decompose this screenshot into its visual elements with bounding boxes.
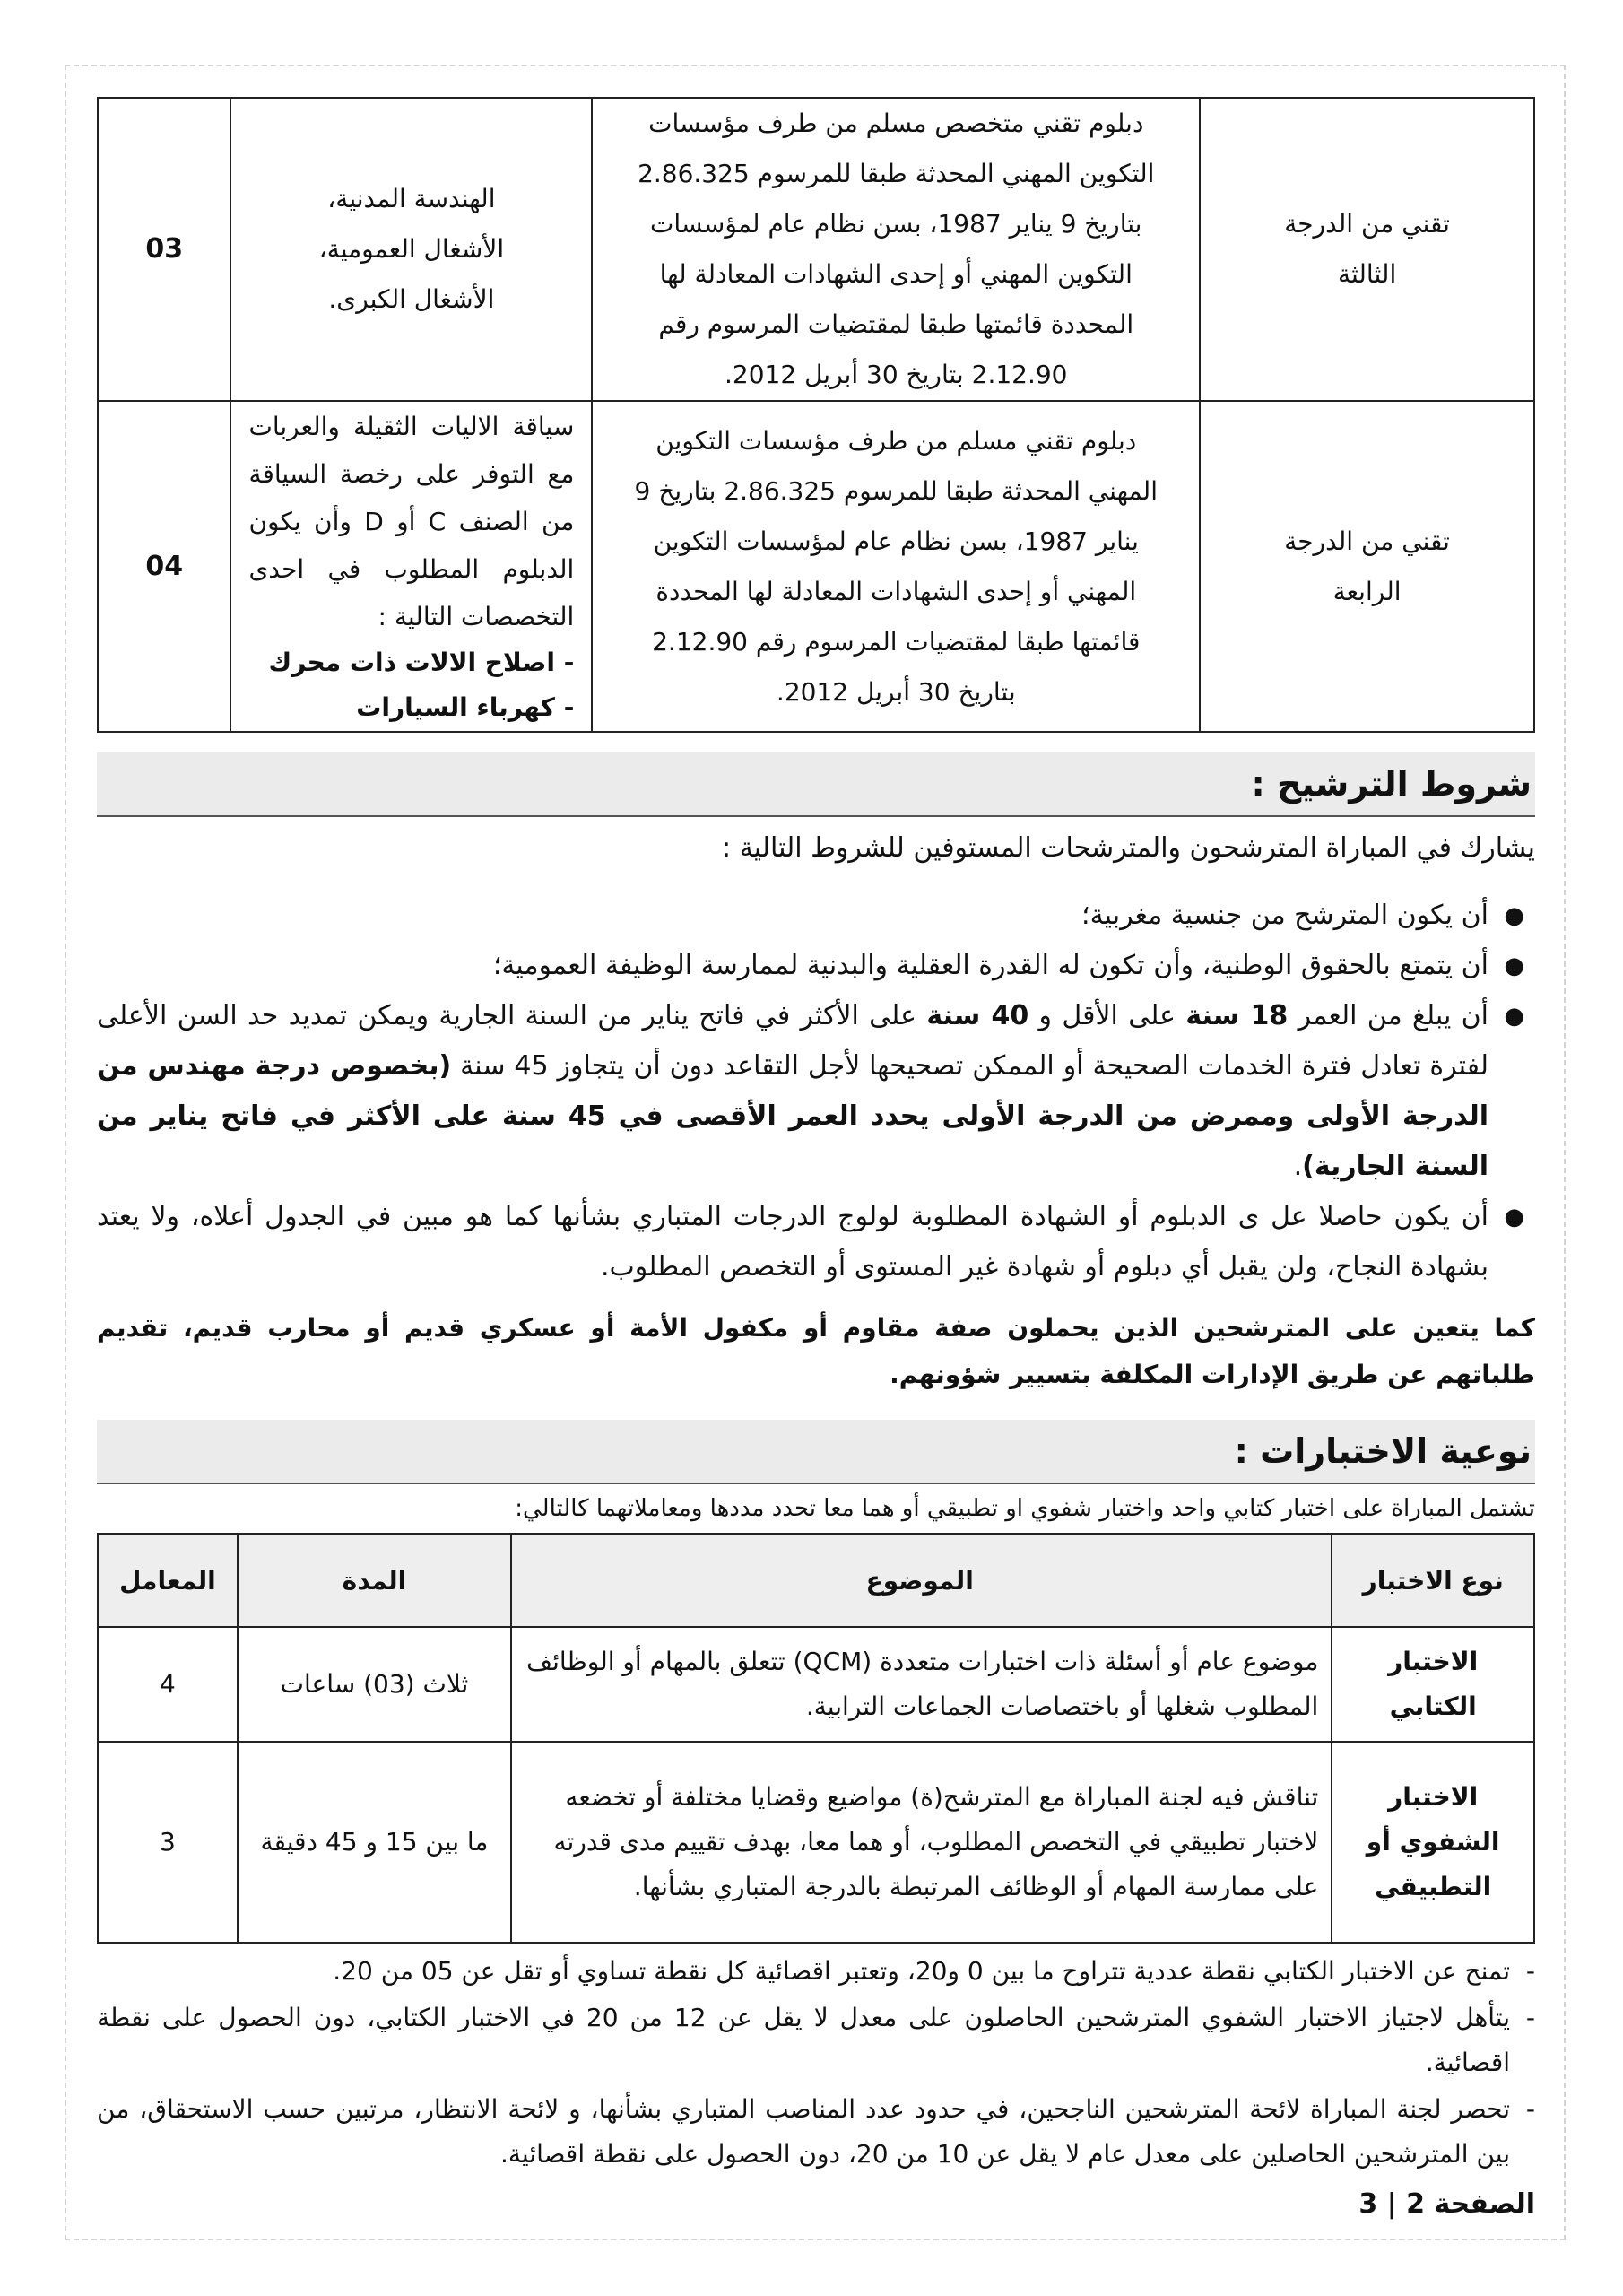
test-duration-cell: ثلاث (03) ساعات: [238, 1627, 511, 1742]
page-label: الصفحة: [1434, 2188, 1535, 2220]
tests-intro: تشتمل المباراة على اختبار كتابي واحد واختبار شفوي او تطبيقي أو هما معا تحدد مددها ومعاملاتهما كالتالي:: [515, 1495, 1535, 1522]
number-cell: 03: [98, 98, 230, 401]
list-item: [97, 891, 1524, 941]
specialty-cell: [230, 98, 592, 401]
condition-bold: 18 سنة: [1185, 1000, 1289, 1031]
page-number: [1358, 2188, 1535, 2220]
number-cell: 04: [98, 401, 230, 732]
test-type-cell: [1332, 1742, 1534, 1943]
header-topic: الموضوع: [511, 1534, 1332, 1627]
specialty-line: الهندسة المدنية،: [327, 184, 496, 213]
condition-text: على الأكثر في فاتح يناير من السنة الجارية ويمكن تمديد حد السن الأعلى لفترة تعادل فترة الخدمات الصحيحة أو الممكن تصحيحها لأجل التقاعد دون أن يتجاوز 45 سنة: [97, 1000, 1488, 1082]
specialty-item: - كهرباء السيارات: [356, 692, 575, 722]
table-row: [98, 98, 1534, 401]
bullet-icon: ●: [1504, 1003, 1524, 1030]
bullet-icon: ●: [1504, 1204, 1524, 1231]
test-topic-cell: موضوع عام أو أسئلة ذات اختبارات متعددة (QCM) تتعلق بالمهام أو الوظائف المطلوب شغلها أو باختصاصات الجماعات الترابية.: [511, 1627, 1332, 1742]
list-item: [97, 941, 1524, 991]
test-topic-cell: تناقش فيه لجنة المباراة مع المترشح(ة) مواضيع وقضايا مختلفة أو تخضعه لاختبار تطبيقي في التخصص المطلوب، أو هما معا، بهدف تقييم مدى قدرته على ممارسة المهام أو الوظائف المرتبطة بالدرجة المتباري بشأنها.: [511, 1742, 1332, 1943]
test-type-line: الاختبار: [1388, 1647, 1479, 1676]
conditions-note: كما يتعين على المترشحين الذين يحملون صفة مقاوم أو مكفول الأمة أو عسكري قديم أو محارب قديم، تقديم طلباتهم عن طريق الإدارات المكلفة بتسيير شؤونهم.: [97, 1313, 1535, 1389]
rules-list: [97, 1949, 1535, 2177]
test-type-line: الشفوي أو: [1366, 1827, 1500, 1857]
condition-text: أن يكون المترشح من جنسية مغربية؛: [1081, 900, 1488, 931]
page-total: 3: [1358, 2188, 1378, 2220]
table-row: [98, 1742, 1534, 1943]
list-item: [97, 1949, 1535, 1994]
test-type-cell: [1332, 1627, 1534, 1742]
condition-bold: (بخصوص درجة مهندس من الدرجة الأولى وممرض من الدرجة الأولى يحدد العمر الأقصى في 45 سنة على الأكثر في فاتح يناير من السنة الجارية): [97, 1050, 1488, 1182]
rule-text: يتأهل لاجتياز الاختبار الشفوي المترشحين الحاصلون على معدل لا يقل عن 12 من 20 في الاختبار الكتابي، دون الحصول على نقطة اقصائية.: [97, 2003, 1510, 2077]
rank-cell: تقني من الدرجة الثالثة: [1200, 98, 1534, 401]
test-coef-cell: 3: [98, 1742, 238, 1943]
list-item: [97, 1192, 1524, 1292]
table-row: [98, 1627, 1534, 1742]
condition-bold: 40 سنة: [926, 1000, 1029, 1031]
test-duration-cell: ما بين 15 و 45 دقيقة: [238, 1742, 511, 1943]
specialty-cell: [230, 401, 592, 732]
list-item: [97, 991, 1524, 1192]
condition-text: أن يتمتع بالحقوق الوطنية، وأن تكون له القدرة العقلية والبدنية لممارسة الوظيفة العمومية؛: [492, 950, 1488, 981]
table-row: [98, 401, 1534, 732]
list-item: [97, 2087, 1535, 2177]
page-current: 2: [1406, 2188, 1426, 2220]
tests-title: نوعية الاختبارات :: [97, 1420, 1535, 1484]
condition-text: أن يبلغ من العمر: [1288, 1000, 1488, 1031]
rule-text: تحصر لجنة المباراة لائحة المترشحين الناجحين، في حدود عدد المناصب المتباري بشأنها، و لائحة الانتظار، مرتبين حسب الاستحقاق، من بين المترشحين الحاصلين على معدل عام لا يقل عن 10 من 20، دون الحصول على نقطة اقصائية.: [97, 2094, 1510, 2169]
condition-text: على الأقل و: [1028, 1000, 1186, 1031]
dash-icon: -: [1525, 1956, 1535, 1986]
page-separator: |: [1386, 2188, 1397, 2220]
rule-text: تمنح عن الاختبار الكتابي نقطة عددية تتراوح ما بين 0 و20، وتعتبر اقصائية كل نقطة تساوي أو تقل عن 05 من 20.: [333, 1956, 1510, 1986]
test-type-line: التطبيقي: [1375, 1872, 1492, 1901]
specialty-item: - اصلاح الالات ذات محرك: [268, 648, 575, 677]
table-header-row: [98, 1534, 1534, 1627]
header-coef: المعامل: [98, 1534, 238, 1627]
specialty-line: الأشغال العمومية،: [318, 234, 505, 264]
test-type-line: الاختبار: [1388, 1782, 1479, 1812]
conditions-list: [97, 891, 1535, 1292]
bullet-icon: ●: [1504, 902, 1524, 929]
header-type: نوع الاختبار: [1332, 1534, 1534, 1627]
test-type-line: الكتابي: [1389, 1692, 1477, 1721]
specialty-line: الأشغال الكبرى.: [328, 284, 495, 314]
diploma-cell: دبلوم تقني متخصص مسلم من طرف مؤسسات التكوين المهني المحدثة طبقا للمرسوم 2.86.325 بتاريخ 9 يناير 1987، بسن نظام عام لمؤسسات التكوين المهني أو إحدى الشهادات المعادلة لها المحددة قائمتها طبقا لمقتضيات المرسوم رقم 2.12.90 بتاريخ 30 أبريل 2012.: [592, 98, 1200, 401]
page-content: [97, 97, 1535, 2177]
list-item: [97, 1996, 1535, 2085]
tests-table: [97, 1533, 1535, 1944]
test-coef-cell: 4: [98, 1627, 238, 1742]
condition-text: .: [1293, 1151, 1303, 1182]
diploma-cell: دبلوم تقني مسلم من طرف مؤسسات التكوين المهني المحدثة طبقا للمرسوم 2.86.325 بتاريخ 9 يناير 1987، بسن نظام عام لمؤسسات التكوين المهني أو إحدى الشهادات المعادلة لها المحددة قائمتها طبقا لمقتضيات المرسوم رقم 2.12.90 بتاريخ 30 أبريل 2012.: [592, 401, 1200, 732]
dash-icon: -: [1525, 2003, 1535, 2032]
header-duration: المدة: [238, 1534, 511, 1627]
rank-cell: تقني من الدرجة الرابعة: [1200, 401, 1534, 732]
specialty-text: سياقة الاليات الثقيلة والعربات مع التوفر على رخصة السياقة من الصنف C أو D وأن يكون الدبلوم المطلوب في احدى التخصصات التالية :: [248, 412, 575, 631]
condition-text: أن يكون حاصلا عل ى الدبلوم أو الشهادة المطلوبة لولوج الدرجات المتباري بشأنها كما هو مبين في الجدول أعلاه، ولا يعتد بشهادة النجاح، ولن يقبل أي دبلوم أو شهادة غير المستوى أو التخصص المطلوب.: [97, 1201, 1488, 1283]
dash-icon: -: [1525, 2094, 1535, 2124]
conditions-intro: يشارك في المباراة المترشحون والمترشحات المستوفين للشروط التالية :: [722, 832, 1535, 864]
diploma-table: [97, 97, 1535, 733]
conditions-title: شروط الترشيح :: [97, 752, 1535, 817]
bullet-icon: ●: [1504, 952, 1524, 979]
